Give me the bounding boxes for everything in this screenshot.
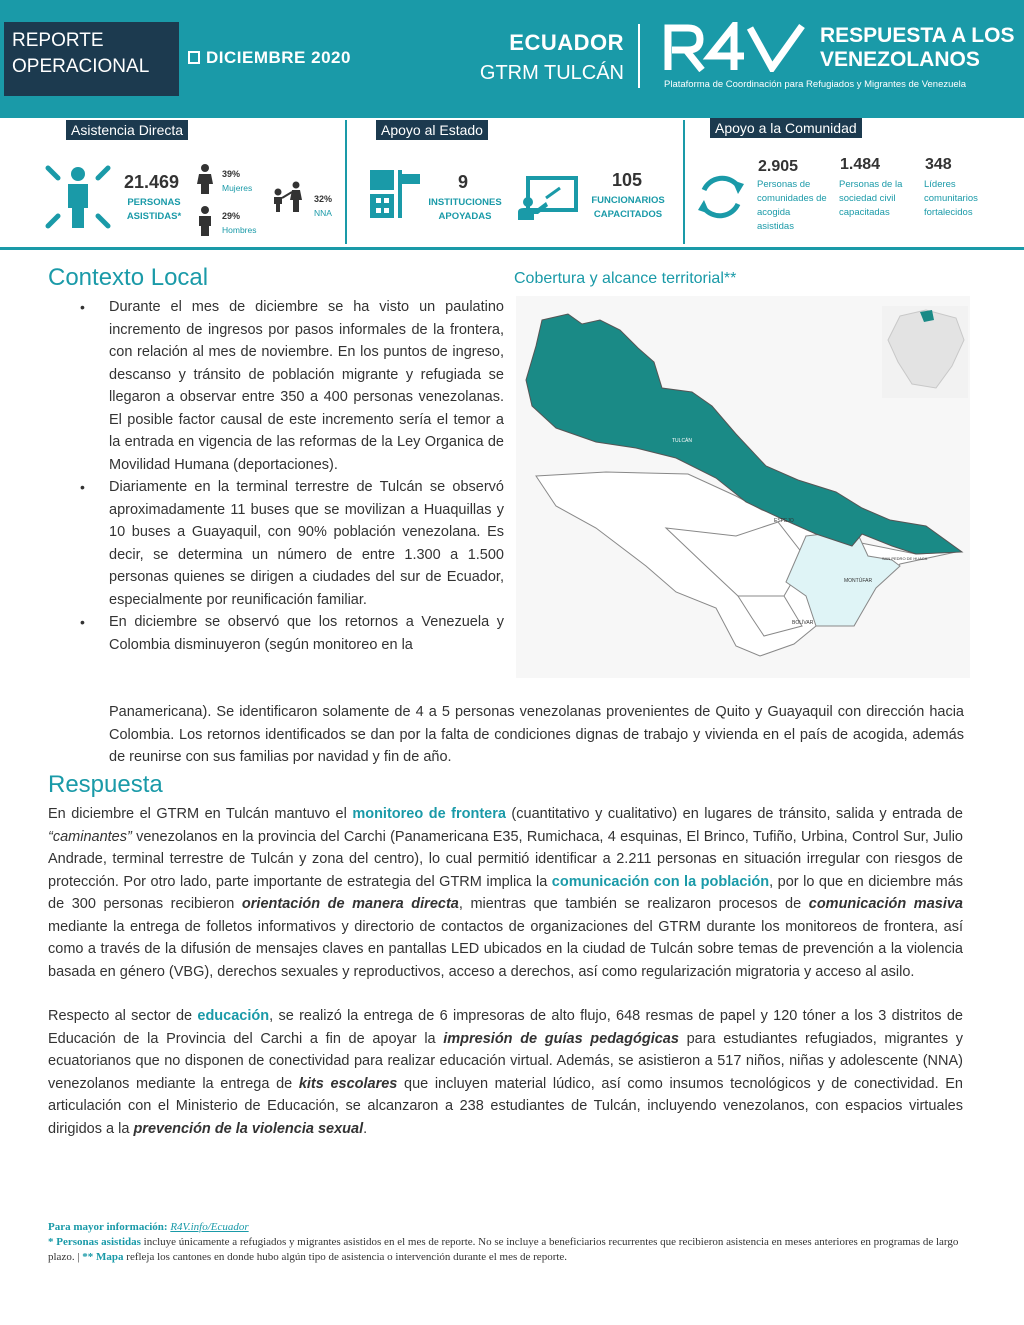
host-community-count: 2.905 bbox=[758, 158, 799, 175]
footer-more-label: Para mayor información: bbox=[48, 1221, 171, 1233]
date-text: DICIEMBRE 2020 bbox=[206, 48, 351, 67]
nna-pct: 32% bbox=[314, 194, 333, 204]
civil-society-label: Personas de la sociedad civil capacitadas bbox=[839, 179, 903, 218]
response-paragraph-2 bbox=[48, 1005, 963, 1140]
r1-text-3: venezolanos en la provincia del Carchi (Panamericana E35, Rumichaca, 4 esquinas, El Brinco, Tufiño, Urbina, Control Sur, Julio Andrade, terminal terrestre de Tulcán y zona del centro), lo cual permitió identificar a 2.211 personas en situación irregular con riesgos de protección. Por otro lado, parte importante de estrategia del GTRM implica la bbox=[48, 828, 963, 890]
r1-text-1: En diciembre el GTRM en Tulcán mantuvo el bbox=[48, 806, 353, 822]
officials-label-2: CAPACITADOS bbox=[593, 209, 663, 220]
r1-italic-walkers: “caminantes” bbox=[48, 828, 132, 845]
total-assisted: 21.469 bbox=[124, 172, 180, 192]
cycle-arrows-icon bbox=[694, 170, 748, 224]
footer-note1-label: * Personas asistidas bbox=[48, 1236, 141, 1248]
men-label: Hombres bbox=[222, 225, 257, 235]
map-title: Cobertura y alcance territorial** bbox=[514, 270, 737, 287]
context-bullet-3: • En diciembre se observó que los retornos a Venezuela y Colombia disminuyeron (según monitoreo en la bbox=[80, 611, 504, 656]
leaders-count: 348 bbox=[925, 156, 952, 173]
context-list bbox=[80, 296, 504, 656]
response-paragraph-1 bbox=[48, 803, 963, 983]
r2-text-2: , se realizó la entrega de 6 impresoras de alto flujo, 648 resmas de papel y 120 tóner a los 3 distritos de Educación de la Provincia del Carchi a fin de apoyar la bbox=[48, 1008, 963, 1047]
woman-icon bbox=[196, 164, 214, 194]
institution-icon bbox=[368, 168, 422, 220]
footer-link[interactable]: R4V.info/Ecuador bbox=[170, 1221, 249, 1233]
women-pct: 39% bbox=[222, 169, 241, 179]
r2-bold-guides: impresión de guías pedagógicas bbox=[443, 1030, 679, 1047]
stats-row bbox=[0, 118, 1024, 250]
context-bullet-1: • Durante el mes de diciembre se ha visto un paulatino incremento de ingresos por pasos informales de la frontera, con relación al mes de noviembre. En los puntos de ingreso, descanso y tránsito de población migrante y refugiada se llegaron a observar entre 350 a 400 personas venezolanas. El posible factor causal de este incremento sería el temor a la entrada en vigencia de las reformas de la Ley Organica de Movilidad Humana (deportaciones). bbox=[80, 296, 504, 476]
institutions-label bbox=[420, 196, 510, 224]
response-title: Respuesta bbox=[48, 771, 163, 798]
total-label-1: PERSONAS bbox=[127, 197, 181, 208]
r2-text-1: Respecto al sector de bbox=[48, 1008, 198, 1024]
r1-bold-orientation: orientación de manera directa bbox=[241, 896, 459, 912]
context-title: Contexto Local bbox=[48, 264, 209, 291]
r1-text-4: , por lo que en diciembre más de 300 personas recibieron bbox=[48, 873, 964, 912]
leaders-label: Líderes comunitarios fortalecidos bbox=[924, 179, 978, 218]
r2-text-4: que incluyen material lúdico, así como insumos tecnológicos y de conectividad. En articulación con el Ministerio de Educación, se alcanzaron a 238 estudiantes de Tulcán, incluyendo venezolanos, con espacios virtuales dirigidos a la bbox=[48, 1075, 963, 1137]
men-pct: 29% bbox=[222, 211, 241, 221]
nna-label: NNA bbox=[314, 208, 332, 218]
institutions-count: 9 bbox=[458, 172, 469, 192]
badge-community-support: Apoyo a la Comunidad bbox=[710, 118, 862, 138]
institutions-label-1: INSTITUCIONES bbox=[428, 197, 502, 208]
r1-bold-mass-communication: comunicación masiva bbox=[808, 896, 963, 912]
footer-more-info bbox=[48, 1220, 963, 1235]
children-icon bbox=[268, 180, 308, 212]
r1-text-5: , mientras que también se realizaron procesos de bbox=[458, 896, 809, 912]
ecuador-inset-map bbox=[882, 306, 968, 398]
calendar-icon bbox=[188, 51, 200, 64]
civil-society-count: 1.484 bbox=[840, 156, 881, 173]
training-board-icon bbox=[516, 176, 580, 222]
footer-note2-label: ** Mapa bbox=[82, 1251, 124, 1263]
country-block bbox=[480, 30, 624, 85]
total-label-2: ASISTIDAS* bbox=[126, 211, 182, 222]
brand-subtitle: Plataforma de Coordinación para Refugiados y Migrantes de Venezuela bbox=[664, 79, 967, 90]
person-assisted-icon bbox=[44, 164, 112, 230]
women-label: Mujeres bbox=[222, 183, 253, 193]
stats-divider-2 bbox=[683, 120, 685, 244]
report-line-1: REPORTE bbox=[12, 30, 104, 51]
r2-text-5: . bbox=[363, 1120, 368, 1137]
r1-text-6: mediante la entrega de folletos informativos y directorio de contactos de organizaciones del GTRM durante los monitoreos de frontera, así como a través de la difusión de mensajes claves en pantallas LED ubicados en la ciudad de Tulcán sobre temas de prevención a la violencia basada en género (VBG), derechos sexuales y reproductivos, acceso a derechos, así como regularización migratoria y acceso al asilo. bbox=[48, 918, 963, 980]
country-name: ECUADOR bbox=[509, 30, 624, 55]
badge-state-support: Apoyo al Estado bbox=[376, 120, 488, 140]
context-bullet-3-continued: Panamericana). Se identificaron solamente de 4 a 5 personas venezolanas provenientes de Quito y Guayaquil con dirección hacia Colombia. Los retornos identificados se dan por la falta de condiciones dignas de trabajo y vivienda en el país de acogida, además de reunirse con sus familias por navidad y fin de año. bbox=[109, 704, 964, 765]
badge-direct-assistance: Asistencia Directa bbox=[66, 120, 188, 140]
r2-highlight-education: educación bbox=[197, 1008, 270, 1024]
r1-highlight-communication: comunicación con la población bbox=[551, 873, 770, 890]
man-icon bbox=[196, 206, 214, 236]
r2-text-3: para estudiantes refugiados, migrantes y ecuatorianos que no disponen de conectividad para realizar educación virtual. Además, se asistieron a 517 niños, niñas y adolescente (NNA) venezolanos mediante la entrega de bbox=[48, 1030, 963, 1092]
footer-notes bbox=[48, 1220, 963, 1265]
r2-bold-kits: kits escolares bbox=[298, 1075, 398, 1092]
institutions-label-2: APOYADAS bbox=[438, 211, 492, 222]
map-label-1: TULCÁN bbox=[672, 438, 693, 444]
group-name: GTRM TULCÁN bbox=[479, 62, 624, 84]
brand-line-2: VENEZOLANOS bbox=[820, 48, 980, 71]
r2-bold-prevention: prevención de la violencia sexual bbox=[133, 1120, 364, 1137]
r1-text-2: (cuantitativo y cualitativo) en lugares de tránsito, salida y entrada de bbox=[505, 806, 963, 822]
r1-highlight-monitoring: monitoreo de frontera bbox=[352, 806, 506, 822]
header-divider bbox=[638, 24, 640, 88]
total-assisted-label bbox=[116, 196, 192, 224]
officials-count: 105 bbox=[612, 170, 643, 190]
r4v-logo-text: R4V bbox=[710, 58, 712, 59]
brand-title bbox=[820, 24, 1014, 72]
stats-divider-1 bbox=[345, 120, 347, 244]
footer-note1: incluye únicamente a refugiados y migrantes asistidos en el mes de reporte. No se incluye a beneficiarios recurrentes que recibieron asistencia en meses anteriores en programas de largo plazo. | bbox=[48, 1236, 959, 1263]
report-date bbox=[188, 48, 351, 68]
footer-note2: refleja los cantones en donde hubo algún tipo de asistencia o intervención durante el mes de reporte. bbox=[123, 1251, 568, 1263]
context-bullet-2: • Diariamente en la terminal terrestre de Tulcán se observó aproximadamente 11 buses que se movilizan a Huaquillas y 10 buses a Guayaquil, con 90% población venezolana. Es decir, se determina un número de entre 1.300 a 1.500 personas quienes se dirigen a ciudades del sur de Ecuador, especialmente por reunificación familiar. bbox=[80, 476, 504, 611]
header-banner bbox=[0, 0, 1024, 118]
territorial-coverage-map bbox=[516, 296, 970, 678]
brand-line-1: RESPUESTA A LOS bbox=[820, 24, 1015, 47]
officials-label-1: FUNCIONARIOS bbox=[591, 195, 665, 206]
map-label-2: ESPEJO bbox=[774, 518, 794, 524]
officials-label bbox=[582, 194, 674, 222]
footer-notes-text bbox=[48, 1235, 963, 1265]
response-body bbox=[48, 803, 963, 1162]
report-type-box bbox=[4, 22, 179, 96]
r4v-logo-icon bbox=[662, 22, 806, 72]
stats-bottom-rule bbox=[0, 247, 1024, 250]
map-label-4: SAN PEDRO DE HUACA bbox=[882, 556, 928, 561]
report-line-2: OPERACIONAL bbox=[12, 56, 150, 77]
host-community-label: Personas de comunidades de acogida asistidas bbox=[757, 179, 827, 232]
map-label-3: MONTÚFAR bbox=[844, 578, 873, 584]
map-label-5: BOLÍVAR bbox=[792, 620, 814, 626]
